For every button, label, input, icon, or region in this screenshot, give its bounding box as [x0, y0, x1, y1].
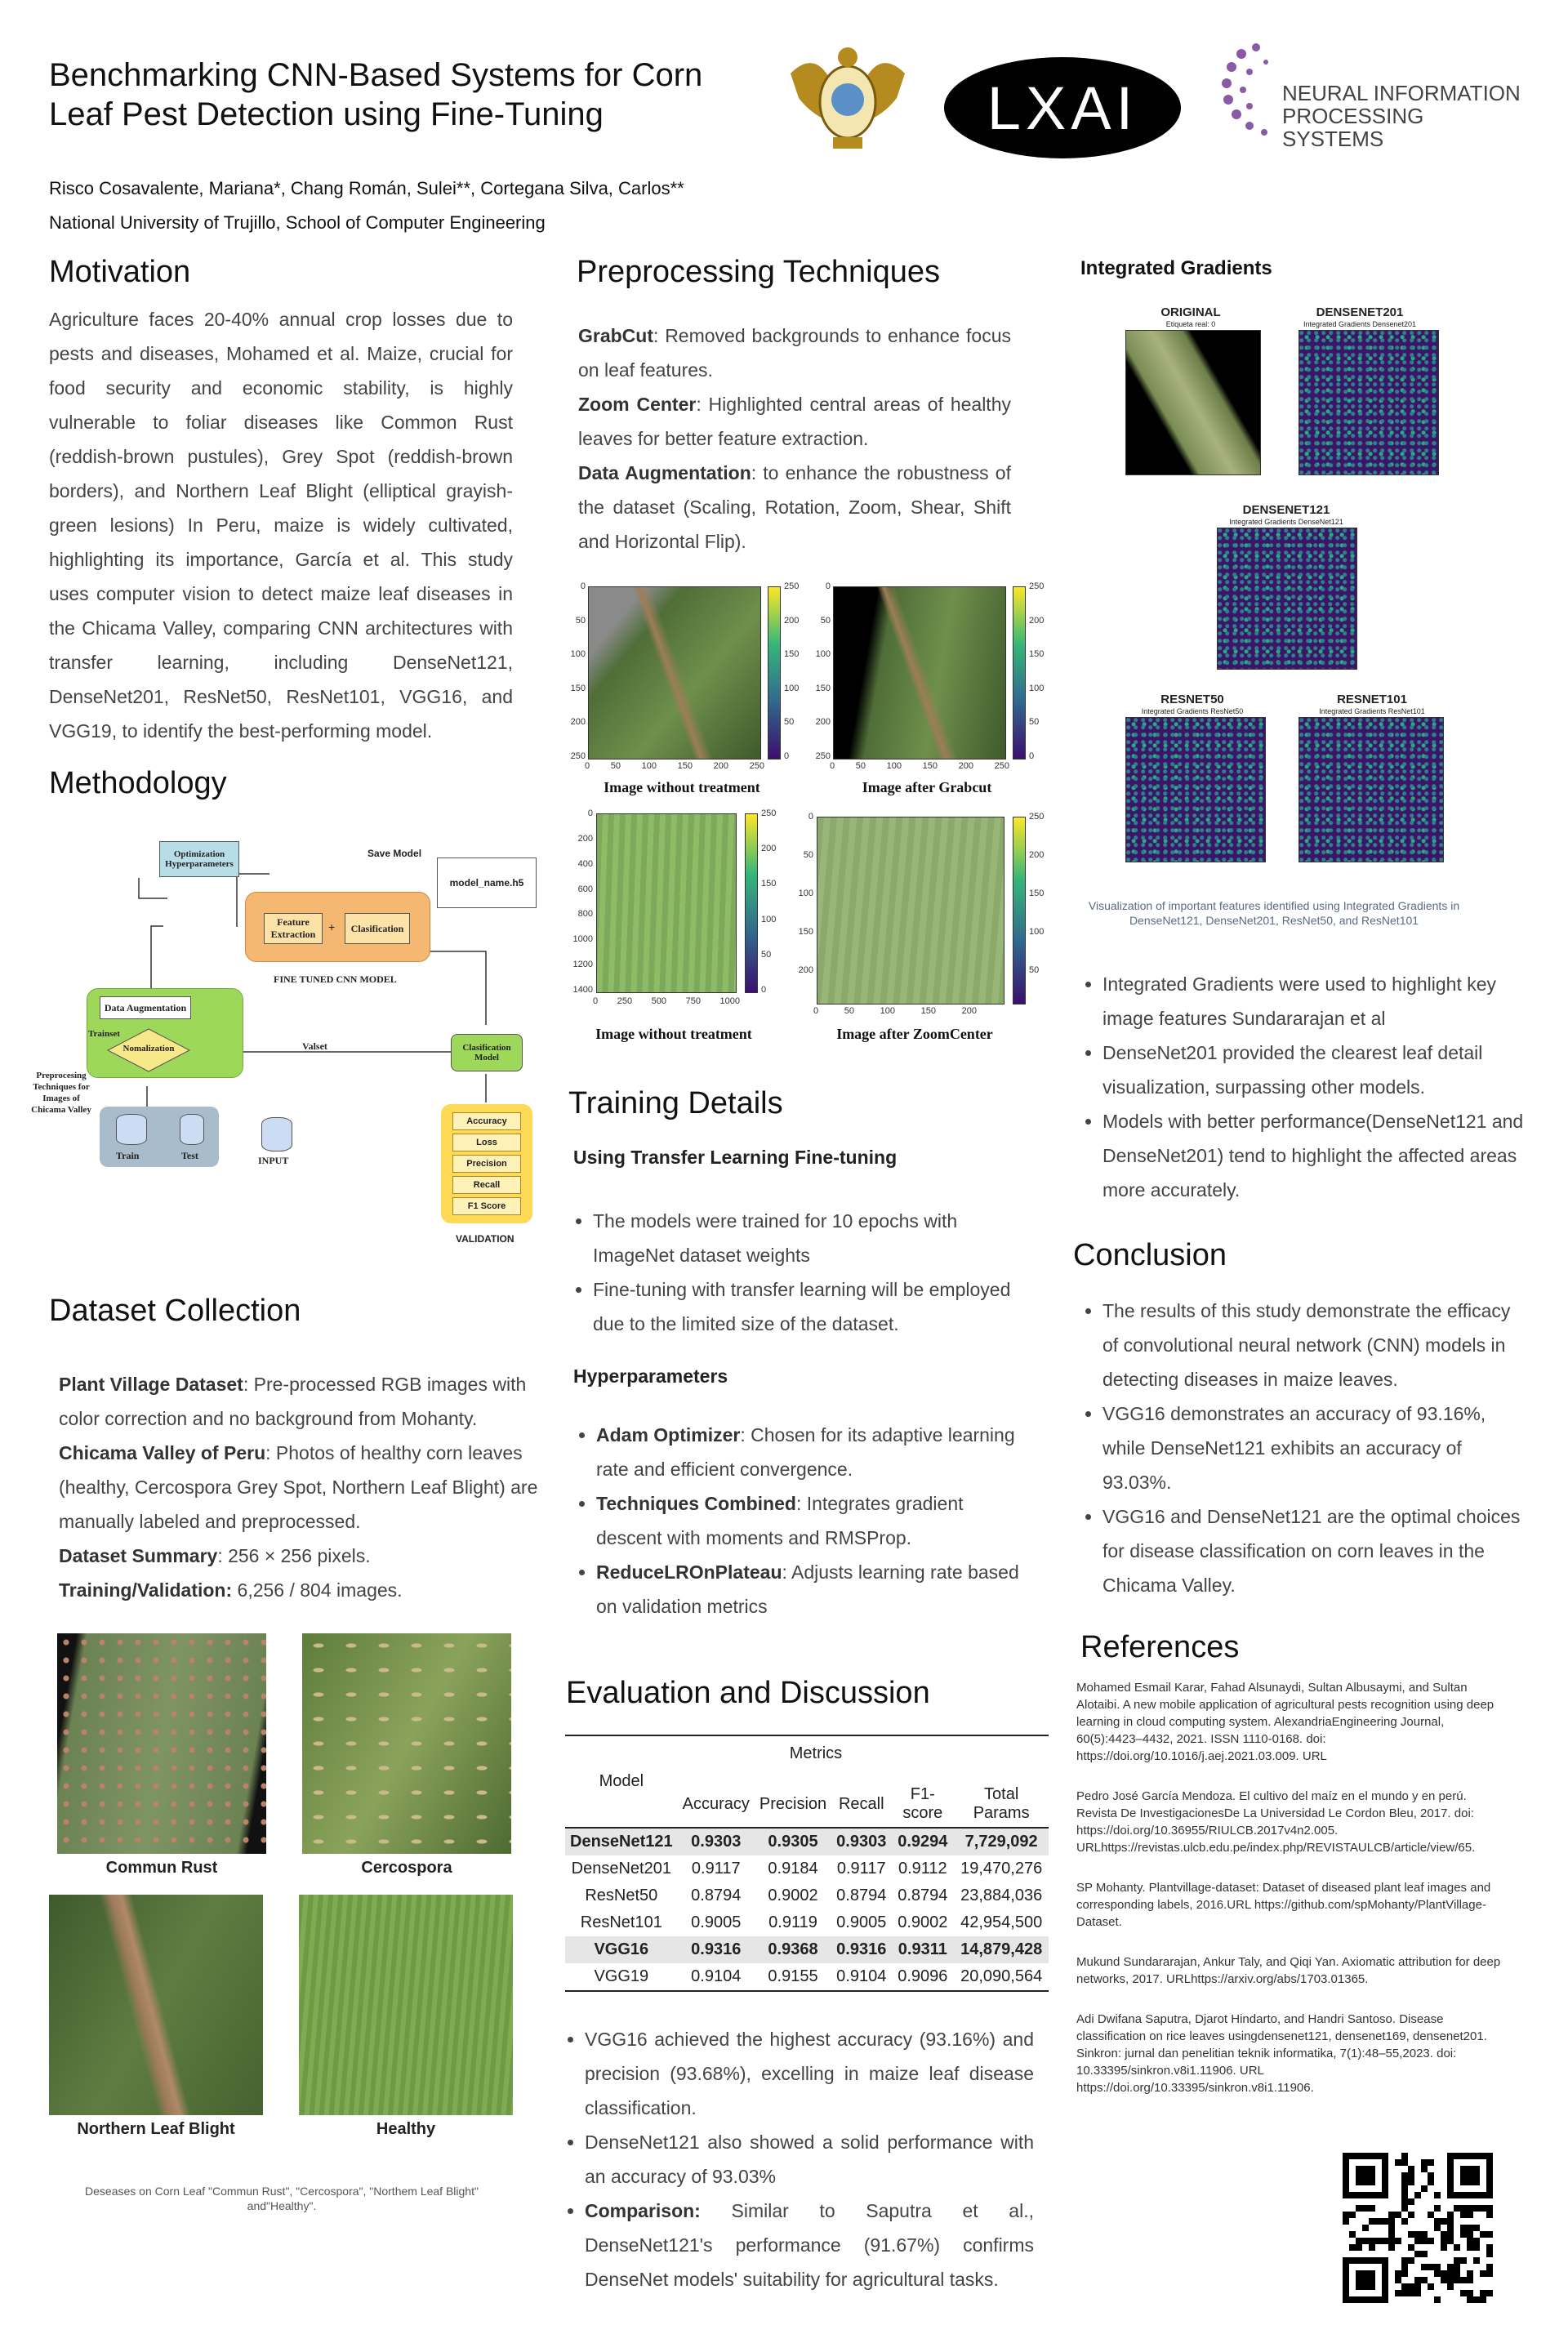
y-tick: 200: [798, 965, 813, 975]
x-tick: 0: [593, 996, 599, 1006]
colorbar-ticks: [784, 581, 808, 761]
dataset-item: Chicama Valley of Peru: Photos of healthy corn leaves (healthy, Cercospora Grey Spot, Northern Leaf Blight) are manually labeled and preprocessed.: [59, 1442, 538, 1532]
x-axis-ticks: [813, 1006, 977, 1016]
x-tick: 100: [880, 1006, 895, 1016]
ig-item: • DenseNet201 provided the clearest leaf detail visualization, surpassing other models.: [1102, 1036, 1544, 1104]
methodology-heading: Methodology: [49, 766, 227, 800]
y-axis-ticks: [567, 808, 593, 995]
table-row: [565, 1828, 1049, 1855]
table-cell: 19,470,276: [960, 1860, 1043, 1878]
x-tick: 250: [617, 996, 633, 1006]
table-cell: DenseNet121: [565, 1828, 678, 1855]
neurips-logo: NEURAL INFORMATION PROCESSING SYSTEMS: [1217, 39, 1527, 137]
leaf-image: [588, 586, 761, 760]
validation-metric-box: Recall: [452, 1176, 521, 1194]
params-header: Total Params: [973, 1785, 1030, 1822]
x-tick: 200: [961, 1006, 977, 1016]
table-row: [565, 1963, 1049, 1991]
x-tick: 50: [855, 761, 866, 771]
model-file-box: model_name.h5: [437, 858, 537, 908]
validation-metric-box: Precision: [452, 1155, 521, 1173]
preprocessing-item: Data Augmentation: to enhance the robustness of the dataset (Scaling, Rotation, Zoom, Shear, Shift and Horizontal Flip).: [578, 462, 1011, 552]
preprocessing-item: GrabCut: Removed backgrounds to enhance focus on leaf features.: [578, 325, 1011, 381]
table-cell: 0.9294: [891, 1828, 954, 1855]
validation-metrics: [452, 1112, 521, 1218]
methodology-diagram: [24, 841, 547, 1258]
ig-map-subtitle: Integrated Gradients ResNet101: [1319, 707, 1425, 715]
training-heading: Training Details: [568, 1086, 783, 1120]
colorbar: [768, 586, 781, 760]
references-heading: References: [1080, 1630, 1240, 1664]
figure-caption: Image without treatment: [604, 779, 760, 795]
table-cell: 0.9303: [678, 1828, 755, 1855]
colorbar-tick: 100: [1029, 683, 1045, 693]
colorbar-tick: 50: [784, 717, 795, 728]
evaluation-item: • Comparison: Similar to Saputra et al., DenseNet121's performance (91.67%) confirms DenseNet models' suitability for agricultural tasks.: [585, 2194, 1034, 2296]
table-cell: 0.9005: [691, 1913, 742, 1931]
table-cell: ResNet101: [580, 1913, 662, 1931]
authors: Risco Cosavalente, Mariana*, Chang Román, Sulei**, Cortegana Silva, Carlos**: [49, 178, 684, 198]
x-tick: 0: [585, 761, 590, 771]
table-cell: 0.9303: [831, 1828, 891, 1855]
colorbar: [1013, 817, 1026, 1004]
table-cell: 0.9305: [755, 1828, 831, 1855]
references-list: [1076, 1679, 1501, 2119]
table-cell: 0.8794: [898, 1886, 948, 1904]
y-tick: 50: [575, 615, 586, 626]
x-tick: 50: [844, 1006, 854, 1016]
hyperparameters-list: [572, 1418, 1029, 1624]
training-subheading-1: Using Transfer Learning Fine-tuning: [573, 1147, 898, 1168]
colorbar-tick: 0: [1029, 751, 1035, 761]
affiliation: National University of Trujillo, School of Computer Engineering: [49, 212, 546, 233]
x-axis-ticks: [585, 761, 764, 771]
metrics-header: Metrics: [789, 1744, 843, 1762]
table-cell: 0.9119: [768, 1913, 817, 1931]
table-cell: 0.8794: [836, 1886, 887, 1904]
table-cell: 14,879,428: [954, 1936, 1049, 1963]
y-tick: 200: [570, 717, 586, 728]
y-tick: 0: [825, 581, 831, 591]
reference-item: Pedro José García Mendoza. El cultivo del maíz en el mundo y en perú. Revista De InvestigacionesDe La Universidad Le Cordon Bleu, 2017. doi: https://doi.org/10.36955/RIULCB.2017v4n2.005. URLhttps://revistas.ulcb.edu.pe/index.php/REVISTAULCB/article/view/65.: [1076, 1789, 1476, 1855]
table-cell: DenseNet201: [571, 1860, 671, 1878]
ig-list: [1078, 967, 1544, 1207]
x-tick: 1000: [719, 996, 740, 1006]
healthy-image: [299, 1895, 513, 2115]
y-tick: 150: [798, 927, 813, 937]
table-cell: 0.9155: [768, 1967, 818, 1985]
ig-map-title: RESNET101: [1337, 693, 1407, 706]
conclusion-item: • VGG16 demonstrates an accuracy of 93.16%, while DenseNet121 exhibits an accuracy of 93.03%.: [1102, 1396, 1527, 1499]
y-tick: 1200: [572, 960, 593, 970]
original-leaf-image: [1125, 330, 1261, 475]
table-cell: 23,884,036: [960, 1886, 1043, 1904]
x-tick: 200: [958, 761, 973, 771]
conclusion-list: [1078, 1294, 1527, 1602]
colorbar-tick: 150: [1029, 649, 1045, 660]
valset-label: Valset: [302, 1040, 327, 1052]
y-tick: 200: [815, 717, 831, 728]
figure-caption: Image after ZoomCenter: [836, 1026, 993, 1042]
dataset-item: Training/Validation: 6,256 / 804 images.: [59, 1579, 403, 1601]
y-tick: 1000: [572, 934, 593, 945]
y-tick: 150: [570, 683, 586, 693]
table-cell: 0.9096: [898, 1967, 948, 1985]
evaluation-heading: Evaluation and Discussion: [566, 1676, 930, 1710]
opt-hyperparams-box: Optimization Hyperparameters: [159, 841, 239, 877]
ig-map-subtitle: Integrated Gradients DenseNet121: [1229, 518, 1343, 526]
common-rust-label: Commun Rust: [105, 1859, 218, 1877]
colorbar-tick: 250: [761, 808, 777, 818]
ig-map-subtitle: Integrated Gradients Densenet201: [1303, 320, 1417, 328]
x-tick: 150: [677, 761, 693, 771]
table-cell: VGG16: [565, 1936, 678, 1963]
table-cell: 0.8794: [691, 1886, 742, 1904]
x-tick: 250: [994, 761, 1009, 771]
colorbar-tick: 200: [761, 844, 777, 854]
clasification-model-box: Clasification Model: [451, 1034, 523, 1071]
y-tick: 50: [803, 850, 813, 860]
preprocessing-label: Preprocesing Techniques for Images of Chicama Valley: [31, 1071, 91, 1115]
training-item: • Fine-tuning with transfer learning will be employed due to the limited size of the dataset.: [593, 1272, 1034, 1341]
figure-after-grabcut: [833, 586, 1006, 760]
evaluation-list: [560, 2022, 1034, 2296]
colorbar-tick: 150: [1029, 889, 1045, 898]
table-cell: 20,090,564: [960, 1967, 1043, 1985]
y-tick: 0: [808, 812, 813, 822]
table-cell: 0.9117: [836, 1860, 886, 1878]
ig-densenet201-map: [1298, 330, 1439, 475]
y-tick: 100: [798, 889, 813, 898]
figure-caption: Image without treatment: [595, 1026, 752, 1042]
colorbar-ticks: [1029, 812, 1054, 975]
colorbar: [745, 813, 758, 993]
ig-map-title: RESNET50: [1160, 693, 1224, 706]
table-cell: 0.9368: [755, 1936, 831, 1963]
x-tick: 750: [685, 996, 701, 1006]
y-tick: 250: [815, 751, 831, 761]
reference-item: Mohamed Esmail Karar, Fahad Alsunaydi, Sultan Albusaymi, and Sultan Alotaibi. A new mobile application of agricultural pests recognition using deep learning in cloud computing system. AlexandriaEngineering Journal, 60(5):4423–4432, 2021. ISSN 1110-0168. doi: https://doi.org/10.1016/j.aej.2021.03.009. URL: [1076, 1681, 1494, 1763]
colorbar-tick: 200: [1029, 850, 1045, 860]
motivation-text: Agriculture faces 20-40% annual crop losses due to pests and diseases, Mohamed et al. Maize, crucial for food security and economic stability, is highly vulnerable to foliar diseases like Common Rust (reddish-brown pustules), Grey Spot (reddish-brown borders), and Northern Leaf Blight (elliptical grayish-green lesions) In Peru, maize is widely cultivated, highlighting its importance, García et al. This study uses computer vision to detect maize leaf diseases in the Chicama Valley, comparing CNN architectures with transfer learning, including DenseNet121, DenseNet201, ResNet50, ResNet101, VGG16, and VGG19, to identify the best-performing model.: [49, 309, 513, 742]
common-rust-image: [57, 1633, 266, 1854]
colorbar-tick: 0: [784, 751, 790, 761]
hyperparameter-item: • Techniques Combined: Integrates gradient descent with moments and RMSProp.: [596, 1486, 1029, 1555]
figure-caption: Image after Grabcut: [862, 779, 992, 795]
colorbar-tick: 0: [761, 984, 767, 995]
x-tick: 100: [641, 761, 657, 771]
motivation-heading: Motivation: [49, 255, 191, 289]
model-header: Model: [599, 1772, 644, 1790]
y-axis-ticks: [568, 581, 586, 761]
table-cell: 0.9316: [678, 1936, 755, 1963]
metrics-table: [565, 1735, 1049, 1992]
x-tick: 150: [922, 761, 938, 771]
table-row: [565, 1936, 1049, 1963]
y-tick: 0: [580, 581, 586, 591]
input-db-icon: [261, 1117, 292, 1152]
ig-item: • Integrated Gradients were used to highlight key image features Sundararajan et al: [1102, 967, 1544, 1036]
column-header: Accuracy: [682, 1794, 750, 1813]
figure-after-zoomcenter: [817, 817, 1004, 1004]
validation-metric-box: Loss: [452, 1134, 521, 1152]
x-tick: 50: [610, 761, 621, 771]
y-axis-ticks: [794, 812, 813, 975]
reference-item: SP Mohanty. Plantvillage-dataset: Dataset of diseased plant leaf images and corresponding labels, 2016.URL https://github.com/spMohanty/PlantVillage-Dataset.: [1076, 1881, 1491, 1929]
preprocessing-heading: Preprocessing Techniques: [577, 255, 941, 289]
cercospora-image: [302, 1633, 511, 1854]
conclusion-item: • VGG16 and DenseNet121 are the optimal choices for disease classification on corn leaves in the Chicama Valley.: [1102, 1499, 1527, 1602]
training-list-1: [568, 1204, 1034, 1341]
hyperparameter-item: • Adam Optimizer: Chosen for its adaptive learning rate and efficient convergence.: [596, 1418, 1029, 1486]
validation-label: VALIDATION: [456, 1233, 514, 1245]
table-cell: VGG19: [594, 1967, 649, 1985]
test-db-icon: [180, 1114, 204, 1145]
table-cell: 0.9311: [891, 1936, 954, 1963]
ig-map-title: DENSENET121: [1242, 503, 1330, 517]
y-tick: 1400: [572, 984, 593, 995]
y-tick: 50: [820, 615, 831, 626]
colorbar-tick: 250: [1029, 812, 1045, 822]
colorbar-tick: 150: [784, 649, 800, 660]
fine-tuned-label: FINE TUNED CNN MODEL: [274, 973, 397, 985]
ig-resnet101-map: [1298, 717, 1444, 862]
ig-heading: Integrated Gradients: [1080, 257, 1272, 279]
table-cell: 0.9104: [836, 1967, 887, 1985]
figure-without-treatment-1: [588, 586, 760, 758]
colorbar-tick: 200: [1029, 615, 1045, 626]
lxai-logo: LXAI: [944, 57, 1181, 158]
column-header: F1-score: [902, 1785, 943, 1822]
column-header: Recall: [838, 1794, 884, 1813]
normalization-diamond: Nomalization: [106, 1027, 191, 1073]
y-tick: 800: [577, 909, 593, 920]
x-tick: 0: [830, 761, 835, 771]
ig-densenet121-map: [1217, 528, 1357, 670]
poster-title: Benchmarking CNN-Based Systems for Corn Leaf Pest Detection using Fine-Tuning: [49, 57, 703, 132]
ig-map-subtitle: Integrated Gradients ResNet50: [1141, 707, 1244, 715]
preprocessing-item: Zoom Center: Highlighted central areas of healthy leaves for better feature extraction.: [578, 394, 1011, 449]
y-tick: 250: [570, 751, 586, 761]
x-tick: 150: [920, 1006, 936, 1016]
colorbar-tick: 250: [1029, 581, 1045, 591]
colorbar-tick: 100: [784, 683, 800, 693]
colorbar-tick: 100: [1029, 927, 1045, 937]
figure-without-treatment-2: [596, 813, 737, 993]
original-subtitle: Etiqueta real: 0: [1165, 320, 1216, 328]
colorbar-tick: 100: [761, 914, 777, 924]
reference-item: Adi Dwifana Saputra, Djarot Hindarto, and Handri Santoso. Disease classification on rice leaves usingdensenet121, densenet169, densenet201. Sinkron: jurnal dan penelitian teknik informatika, 7(1):48–55,2023. doi: 10.33395/sinkron.v8i1.11906. URL https://doi.org/10.33395/sinkron.v8i1.11906.: [1076, 2012, 1487, 2095]
y-tick: 100: [570, 649, 586, 660]
evaluation-item: • VGG16 achieved the highest accuracy (93.16%) and precision (93.68%), excelling in maize leaf disease classification.: [585, 2022, 1034, 2125]
table-cell: 0.9002: [898, 1913, 948, 1931]
colorbar-tick: 200: [784, 615, 800, 626]
colorbar-tick: 250: [784, 581, 800, 591]
validation-metric-box: F1 Score: [452, 1197, 521, 1215]
train-label: Train: [116, 1150, 140, 1161]
x-tick: 0: [813, 1006, 819, 1016]
colorbar-tick: 50: [761, 949, 772, 960]
colorbar-tick: 50: [1029, 717, 1040, 728]
ig-caption: Visualization of important features identified using Integrated Gradients in DenseNet121, DenseNet201, ResNet50, and ResNet101: [1088, 899, 1460, 927]
healthy-label: Healthy: [376, 2120, 436, 2138]
colorbar: [1013, 586, 1026, 760]
table-cell: 0.9316: [831, 1936, 891, 1963]
qr-code[interactable]: [1343, 2153, 1493, 2303]
trainset-label: Trainset: [88, 1029, 120, 1039]
table-cell: 42,954,500: [960, 1913, 1043, 1931]
training-item: • The models were trained for 10 epochs with ImageNet dataset weights: [593, 1204, 1034, 1272]
evaluation-item: • DenseNet121 also showed a solid performance with an accuracy of 93.03%: [585, 2125, 1034, 2194]
test-label: Test: [181, 1150, 198, 1161]
validation-metric-box: Accuracy: [452, 1112, 521, 1130]
dataset-caption: Deseases on Corn Leaf "Commun Rust", "Cercospora", "Northem Leaf Blight" and"Healthy".: [85, 2185, 479, 2212]
reference-item: Mukund Sundararajan, Ankur Taly, and Qiqi Yan. Axiomatic attribution for deep networks, 2017. URLhttps://arxiv.org/abs/1703.01365.: [1076, 1955, 1501, 1986]
y-tick: 200: [577, 833, 593, 844]
table-row: [565, 1855, 1049, 1882]
table-cell: 0.9005: [836, 1913, 887, 1931]
northern-leaf-blight-image: [49, 1895, 263, 2115]
training-subheading-2: Hyperparameters: [573, 1365, 728, 1387]
plus-sign: +: [328, 920, 336, 933]
table-cell: 0.9104: [691, 1967, 742, 1985]
input-label: INPUT: [258, 1155, 289, 1166]
colorbar-tick: 50: [1029, 965, 1040, 975]
dataset-text: [59, 1367, 541, 1607]
table-row: [565, 1882, 1049, 1909]
column-header: Precision: [759, 1794, 827, 1813]
y-tick: 400: [577, 858, 593, 869]
northern-leaf-blight-label: Northern Leaf Blight: [77, 2120, 235, 2138]
colorbar-ticks: [761, 808, 786, 995]
cercospora-label: Cercospora: [361, 1859, 452, 1877]
dataset-item: Dataset Summary: 256 × 256 pixels.: [59, 1545, 371, 1566]
preprocessing-text: [578, 318, 1011, 559]
y-tick: 600: [577, 884, 593, 894]
colorbar-ticks: [1029, 581, 1054, 761]
dataset-heading: Dataset Collection: [49, 1294, 301, 1328]
data-augmentation-box: Data Augmentation: [100, 996, 191, 1019]
save-model-label: Save Model: [368, 848, 422, 859]
ig-resnet50-map: [1125, 717, 1266, 862]
clasification-box: Clasification: [345, 913, 410, 944]
original-title: ORIGINAL: [1160, 305, 1221, 319]
x-axis-ticks: [593, 996, 740, 1006]
x-tick: 500: [651, 996, 666, 1006]
hyperparameter-item: • ReduceLROnPlateau: Adjusts learning rate based on validation metrics: [596, 1555, 1029, 1624]
table-cell: 7,729,092: [954, 1828, 1049, 1855]
table-cell: 0.9184: [768, 1860, 818, 1878]
university-crest-logo: [782, 33, 913, 163]
conclusion-item: • The results of this study demonstrate the efficacy of convolutional neural network (CNN) models in detecting diseases in maize leaves.: [1102, 1294, 1527, 1396]
table-cell: ResNet50: [585, 1886, 658, 1904]
ig-map-title: DENSENET201: [1316, 305, 1404, 319]
ig-item: • Models with better performance(DenseNet121 and DenseNet201) tend to highlight the affected areas more accurately.: [1102, 1104, 1544, 1207]
y-tick: 100: [815, 649, 831, 660]
y-tick: 150: [815, 683, 831, 693]
feature-extraction-box: Feature Extraction: [264, 913, 323, 944]
table-row: [565, 1909, 1049, 1936]
dataset-item: Plant Village Dataset: Pre-processed RGB images with color correction and no background from Mohanty.: [59, 1374, 527, 1429]
y-axis-ticks: [813, 581, 831, 761]
table-cell: 0.9112: [898, 1860, 947, 1878]
table-cell: 0.9002: [768, 1886, 818, 1904]
x-axis-ticks: [830, 761, 1009, 771]
colorbar-tick: 150: [761, 879, 777, 889]
x-tick: 100: [886, 761, 902, 771]
y-tick: 0: [587, 808, 593, 818]
train-db-icon: [116, 1114, 147, 1145]
table-cell: 0.9117: [691, 1860, 741, 1878]
conclusion-heading: Conclusion: [1073, 1238, 1227, 1272]
x-tick: 250: [749, 761, 764, 771]
x-tick: 200: [713, 761, 728, 771]
